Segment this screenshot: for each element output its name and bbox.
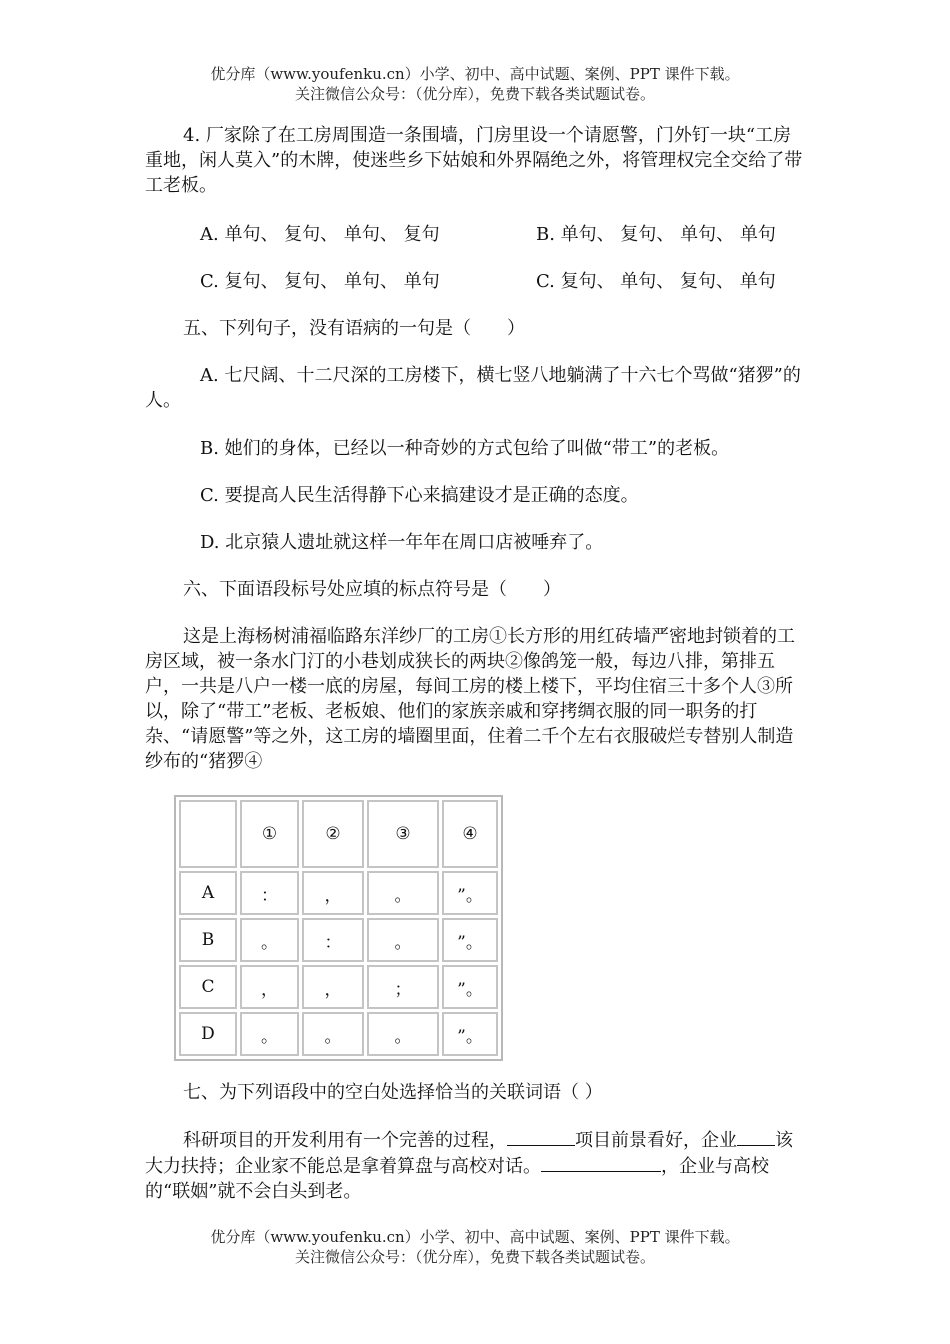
table-cell: ： [240, 871, 299, 915]
table-header-cell: ① [240, 800, 299, 868]
table-cell: ”。 [442, 871, 498, 915]
q7-title: 七、为下列语段中的空白处选择恰当的关联词语（ ） [183, 1082, 603, 1103]
table-cell: ： [302, 918, 364, 962]
table-cell: ”。 [442, 1012, 498, 1056]
table-row [179, 1012, 498, 1056]
q5-option-b: B. 她们的身体，已经以一种奇妙的方式包给了叫做“带工”的老板。 [200, 438, 730, 459]
answer-blank-3[interactable] [541, 1153, 661, 1172]
table-cell: ”。 [442, 965, 498, 1009]
q7-part-3: 该大力扶持；企业家不能总是拿着算盘与高校对话。 [145, 1130, 793, 1177]
q4-option-a: A. 单句、 复句、 单句、 复句 [200, 224, 440, 245]
footer-line-1: 优分库（www.youfenku.cn）小学、初中、高中试题、案例、PPT 课件下载。 [210, 1228, 740, 1246]
table-cell: ”。 [442, 918, 498, 962]
row-label: D [179, 1012, 237, 1056]
q7-part-2: 项目前景看好，企业 [575, 1130, 737, 1151]
q5-option-a: A. 七尺阔、十二尺深的工房楼下，横七竖八地躺满了十六七个骂做“猪猡”的人。 [145, 365, 801, 411]
row-label: B [179, 918, 237, 962]
table-header-row [179, 800, 498, 868]
q6-passage: 这是上海杨树浦福临路东洋纱厂的工房①长方形的用红砖墙严密地封锁着的工房区域，被一条水门汀的小巷划成狭长的两块②像鸽笼一般，每边八排，第排五户，一共是八户一楼一底的房屋，每间工房的楼上楼下，平均住宿三十多个人③所以，除了“带工”老板、老板娘、他们的家族亲戚和穿拷绸衣服的同一职务的打杂、“请愿警”等之外，这工房的墙圈里面，住着二千个左右衣服破烂专替别人制造纱布的“猪猡④ [145, 626, 795, 772]
q5-option-d: D. 北京猿人遗址就这样一年年在周口店被唾弃了。 [200, 532, 604, 553]
table-cell: 。 [367, 918, 439, 962]
table-cell: ， [240, 965, 299, 1009]
q4-option-c: C. 复句、 复句、 单句、 单句 [200, 271, 440, 292]
q5-option-c: C. 要提高人民生活得静下心来搞建设才是正确的态度。 [200, 485, 639, 506]
table-corner-cell [179, 800, 237, 868]
punctuation-table [174, 795, 503, 1061]
q5-title: 五、下列句子，没有语病的一句是（ ） [183, 318, 525, 339]
table-cell: 。 [302, 1012, 364, 1056]
row-label: A [179, 871, 237, 915]
q6-title: 六、下面语段标号处应填的标点符号是（ ） [183, 579, 561, 600]
q7-part-1: 科研项目的开发利用有一个完善的过程， [183, 1130, 507, 1151]
table-cell: ； [367, 965, 439, 1009]
q7-passage [145, 1127, 805, 1204]
table-cell: 。 [240, 918, 299, 962]
table-cell: 。 [367, 1012, 439, 1056]
q4-text: 4. 厂家除了在工房周围造一条围墙，门房里设一个请愿警，门外钉一块“工房重地，闲人莫入”的木牌，使迷些乡下姑娘和外界隔绝之外，将管理权完全交给了带工老板。 [145, 125, 803, 196]
table-header-cell: ③ [367, 800, 439, 868]
table-cell: 。 [240, 1012, 299, 1056]
header-line-2: 关注微信公众号：（优分库），免费下载各类试题试卷。 [294, 85, 655, 103]
table-row [179, 871, 498, 915]
table-header-cell: ② [302, 800, 364, 868]
table-cell: ， [302, 871, 364, 915]
footer-line-2: 关注微信公众号：（优分库），免费下载各类试题试卷。 [294, 1248, 655, 1266]
q4-option-d: C. 复句、 单句、 复句、 单句 [536, 271, 776, 292]
q4-option-b: B. 单句、 复句、 单句、 单句 [536, 224, 776, 245]
table-cell: 。 [367, 871, 439, 915]
answer-blank-1[interactable] [507, 1127, 575, 1146]
page-footer [0, 1227, 950, 1267]
table-row [179, 965, 498, 1009]
row-label: C [179, 965, 237, 1009]
table-header-cell: ④ [442, 800, 498, 868]
answer-blank-2[interactable] [737, 1127, 775, 1146]
table-row [179, 918, 498, 962]
header-line-1: 优分库（www.youfenku.cn）小学、初中、高中试题、案例、PPT 课件下载。 [210, 65, 740, 83]
page-header [0, 64, 950, 104]
table-cell: ， [302, 965, 364, 1009]
q7-part-4: ，企业与高校的“联姻”就不会白头到老。 [145, 1156, 769, 1202]
